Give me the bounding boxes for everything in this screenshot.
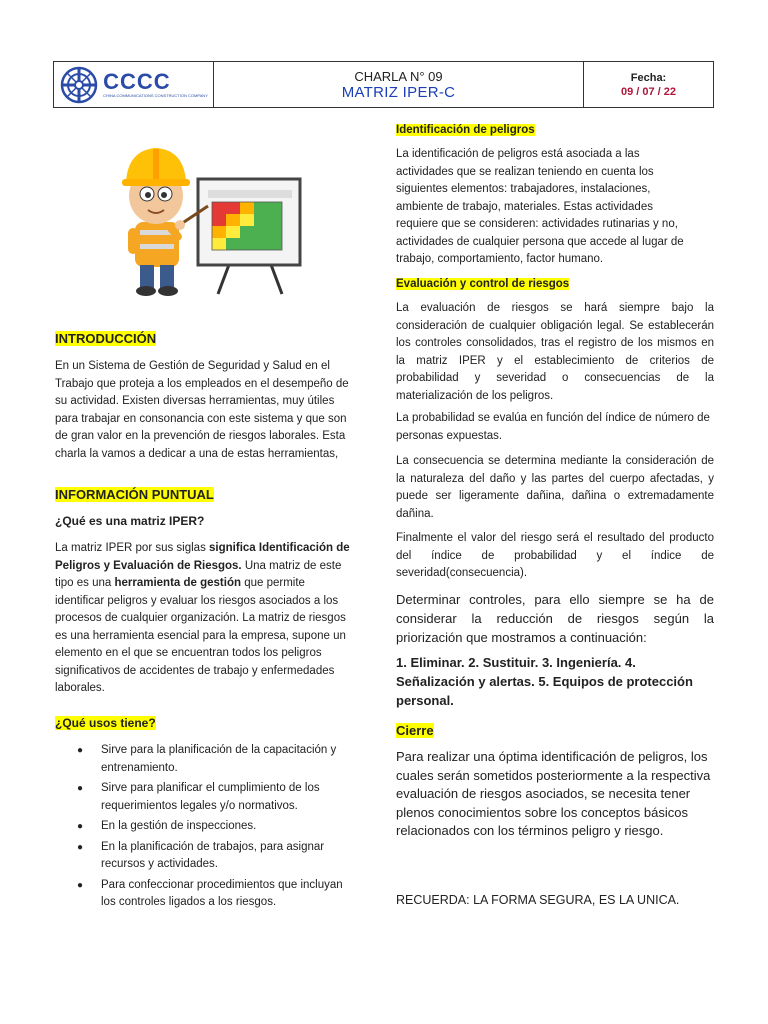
bullet-icon: ● [77,821,84,832]
uses-list [55,742,355,915]
what-paragraph [55,540,355,698]
bullet-icon: ● [77,783,84,794]
logo-cell [54,62,214,107]
logo-subtext: CHINA COMMUNICATIONS CONSTRUCTION COMPANY [103,93,208,98]
charla-number: CHARLA N° 09 [354,68,443,84]
what-bold-2: herramienta de gestión [114,577,242,589]
list-item [55,818,355,836]
eval-text-3: La consecuencia se determina mediante la consideración de la naturaleza del daño y las partes del cuerpo afectadas, y puede ser ligeramente dañina, dañina o extremadamente dañina. [396,455,714,520]
what-text-2: Una matriz de este tipo es una [55,559,342,589]
date-label: Fecha: [630,71,667,84]
document-header [53,61,714,108]
close-heading: Cierre [396,723,434,738]
list-item-text: Para confeccionar procedimientos que incluyan los controles ligados a los riesgos. [101,878,343,908]
eval-heading: Evaluación y control de riesgos [396,278,570,290]
title-cell [214,62,584,107]
bullet-icon: ● [77,745,84,756]
what-text-3: que permite identificar peligros y evaluar los riesgos asociados a los procesos de cualquier organización. La matriz de riesgos es una herramienta esencial para la empresa, supone un elemento en el que se encuentran todos los peligros significativos de accidentes de trabajo y enfermedades laborales. [55,577,346,694]
intro-text: En un Sistema de Gestión de Seguridad y Salud en el Trabajo que proteja a los empleados en el desempeño de su actividad. Existen diversas herramientas, muy útiles para trabajar en consonancia con este sistema y que son de gran valor en la prevención de riesgos laborales. Esta charla la vamos a dedicar a una de estas herramientas, [55,360,349,460]
close-text: Para realizar una óptima identificación de peligros, los cuales serán sometidos posteriormente a la respectiva evaluación de riesgos asociados, se necesita tener plenos conocimientos sobre los conceptos básicos relacionados con los términos peligro y riesgo. [396,749,711,838]
info-heading: INFORMACIÓN PUNTUAL [55,487,214,502]
charla-title: MATRIZ IPER-C [341,83,456,101]
ident-heading: Identificación de peligros [396,124,535,136]
what-text-1: La matriz IPER por sus siglas [55,542,210,554]
date-cell [584,62,713,107]
worker-risk-matrix-illustration [100,122,310,297]
date-value: 09 / 07 / 22 [620,85,677,98]
eval-text-2: La probabilidad se evalúa en función del índice de número de personas expuestas. [396,412,710,442]
logo-wordmark [103,71,208,98]
ident-text: La identificación de peligros está asociada a las actividades que se realizan teniendo en cuenta los siguientes elementos: trabajadores, instalaciones, ambiente de trabajo, materiales. Estas actividades requiere que se consideren: actividades rutinarias y no, actividades de cualquier persona que accede al lugar de trabajo, comportamiento, factor humano. [396,148,684,265]
list-item [55,839,355,874]
controls-text: Determinar controles, para ello siempre se ha de considerar la reducción de riesgos según la priorización que mostramos a continuación: [396,592,714,645]
bullet-icon: ● [77,841,84,853]
bullet-icon: ● [77,879,84,891]
list-item-text: En la planificación de trabajos, para asignar recursos y actividades. [101,840,325,870]
reminder-text: RECUERDA: LA FORMA SEGURA, ES LA UNICA. [396,893,680,907]
eval-text-1: La evaluación de riesgos se hará siempre bajo la consideración de cualquier obligación legal. Se establecerán los controles consolidados, tras el registro de los mismos en la matriz IPER y el establecimiento de criterios de probabilidad y severidad o consecuencias de la materialización de los peligros. [396,302,714,402]
list-item-text: Sirve para planificar el cumplimiento de los requerimientos legales y/o normativos. [101,782,320,812]
company-logo-icon [59,65,99,105]
list-item-text: Sirve para la planificación de la capacitación y entrenamiento. [101,744,337,774]
uses-heading: ¿Qué usos tiene? [55,716,156,730]
logo-text: CCCC [103,69,171,94]
eval-text-4: Finalmente el valor del riesgo será el resultado del producto del índice de probabilidad y el índice de severidad(consecuencia). [396,532,714,579]
list-item-text: En la gestión de inspecciones. [101,820,257,832]
controls-list: 1. Eliminar. 2. Sustituir. 3. Ingeniería. 4. Señalización y alertas. 5. Equipos de protección personal. [396,655,693,708]
intro-heading: INTRODUCCIÓN [55,331,157,346]
what-bold-1: significa Identificación de Peligros y Evaluación de Riesgos. [55,542,350,572]
list-item [55,742,355,777]
what-question: ¿Qué es una matriz IPER? [55,514,205,528]
list-item [55,780,355,815]
list-item [55,877,355,912]
